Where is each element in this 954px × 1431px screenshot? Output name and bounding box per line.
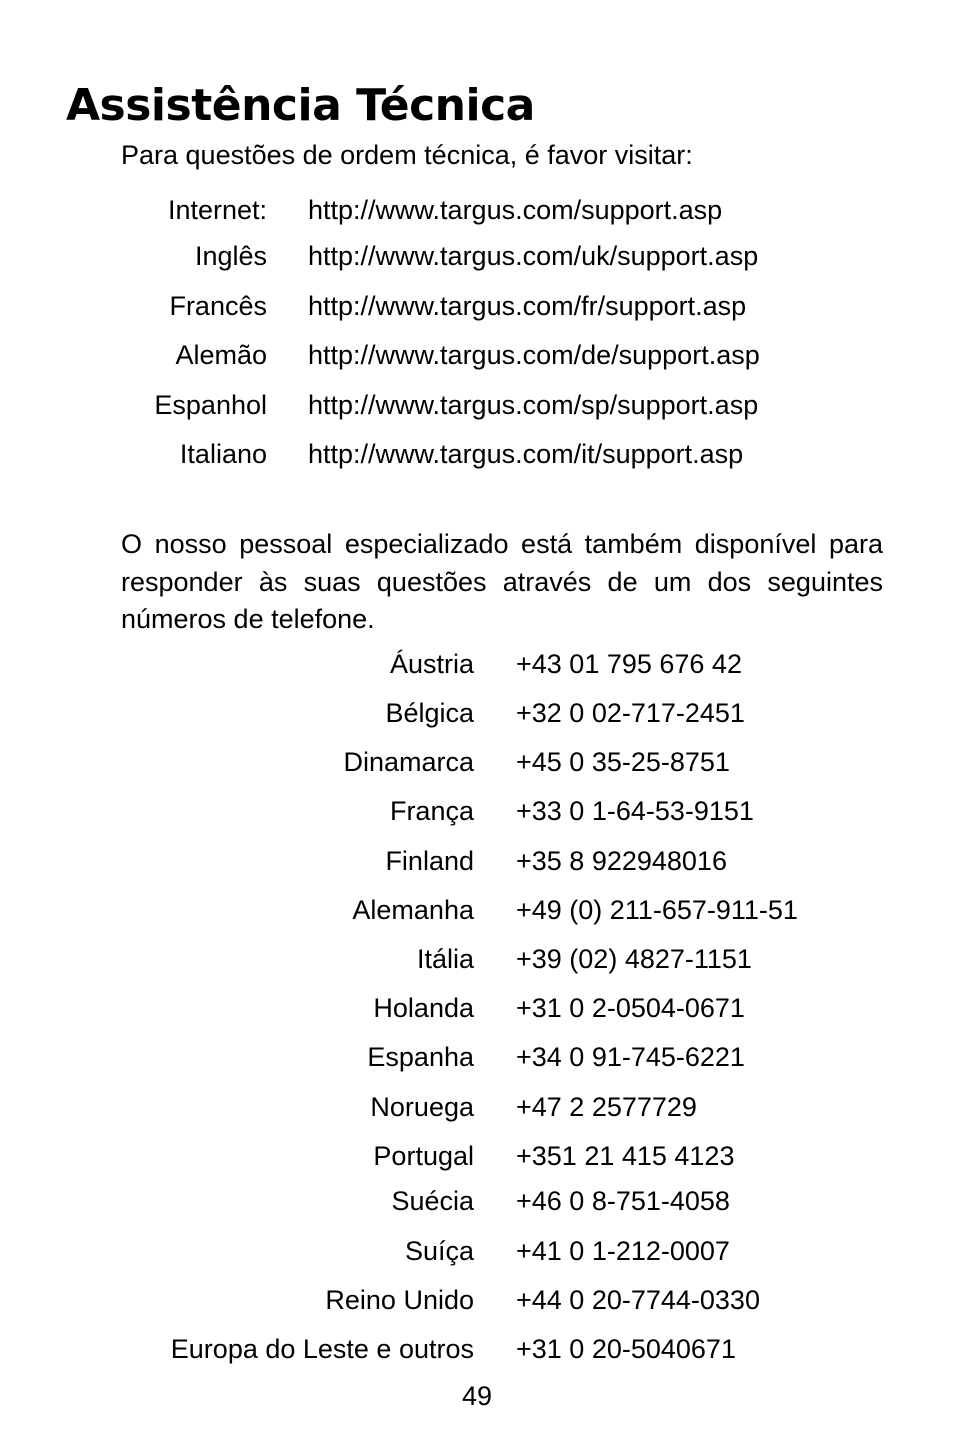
phone-row [0,793,954,829]
intro-text: Para questões de ordem técnica, é favor visitar: [121,140,693,170]
phone-number: +39 (02) 4827-1151 [516,944,752,974]
phone-intro-paragraph: O nosso pessoal especializado está também disponível para responder às suas questões através de um dos seguintes números de telefone. [121,529,883,634]
country-label: Finland [385,846,474,876]
website-url-link[interactable]: http://www.targus.com/fr/support.asp [308,291,747,321]
website-url-link[interactable]: http://www.targus.com/sp/support.asp [308,390,759,420]
phone-row [0,892,954,928]
phone-row [0,941,954,977]
phone-row [0,1282,954,1318]
country-label: França [389,796,474,826]
website-label: Inglês [194,241,267,271]
country-label: Alemanha [352,895,474,925]
phone-row [0,744,954,780]
country-label: Noruega [370,1092,474,1122]
country-label: Europa do Leste e outros [170,1334,474,1364]
country-label: Áustria [389,649,474,679]
phone-number: +35 8 922948016 [516,846,727,876]
phone-number: +33 0 1-64-53-9151 [516,796,754,826]
website-url-link[interactable]: http://www.targus.com/it/support.asp [308,439,744,469]
website-url-link[interactable]: http://www.targus.com/de/support.asp [308,340,760,370]
phone-number: +45 0 35-25-8751 [516,747,730,777]
website-label: Espanhol [154,390,267,420]
phone-number: +43 01 795 676 42 [516,649,742,679]
country-label: Dinamarca [343,747,474,777]
country-label: Bélgica [385,698,474,728]
country-label: Suécia [391,1186,474,1216]
website-url-link[interactable]: http://www.targus.com/uk/support.asp [308,241,759,271]
phone-row [0,1233,954,1269]
country-label: Reino Unido [325,1285,474,1315]
phone-number: +44 0 20-7744-0330 [516,1285,760,1315]
website-label: Alemão [175,340,267,370]
phone-row [0,1039,954,1075]
phone-number: +31 0 2-0504-0671 [516,993,745,1023]
phone-row [0,1089,954,1125]
page-title: Assistência Técnica [66,80,535,131]
phone-number: +41 0 1-212-0007 [516,1236,730,1266]
website-row-italian [0,436,954,472]
website-row-english [0,238,954,274]
phone-row [0,1183,954,1219]
page-number: 49 [461,1381,493,1411]
website-label: Internet: [167,195,267,225]
phone-row [0,843,954,879]
country-label: Suíça [404,1236,474,1266]
phone-number: +351 21 415 4123 [516,1141,735,1171]
website-row-german [0,337,954,373]
phone-row [0,990,954,1026]
phone-row [0,695,954,731]
phone-row [0,646,954,682]
website-row-spanish [0,387,954,423]
country-label: Holanda [373,993,474,1023]
website-row-french [0,288,954,324]
phone-number: +49 (0) 211-657-911-51 [516,895,798,925]
website-row-internet [0,192,954,228]
website-label: Italiano [179,439,267,469]
phone-number: +34 0 91-745-6221 [516,1042,745,1072]
phone-number: +46 0 8-751-4058 [516,1186,730,1216]
country-label: Espanha [367,1042,474,1072]
website-label: Francês [169,291,267,321]
phone-number: +32 0 02-717-2451 [516,698,745,728]
country-label: Itália [416,944,474,974]
website-url-link[interactable]: http://www.targus.com/support.asp [308,195,723,225]
phone-number: +47 2 2577729 [516,1092,697,1122]
phone-number: +31 0 20-5040671 [516,1334,736,1364]
country-label: Portugal [373,1141,474,1171]
phone-row [0,1331,954,1367]
phone-row [0,1138,954,1174]
